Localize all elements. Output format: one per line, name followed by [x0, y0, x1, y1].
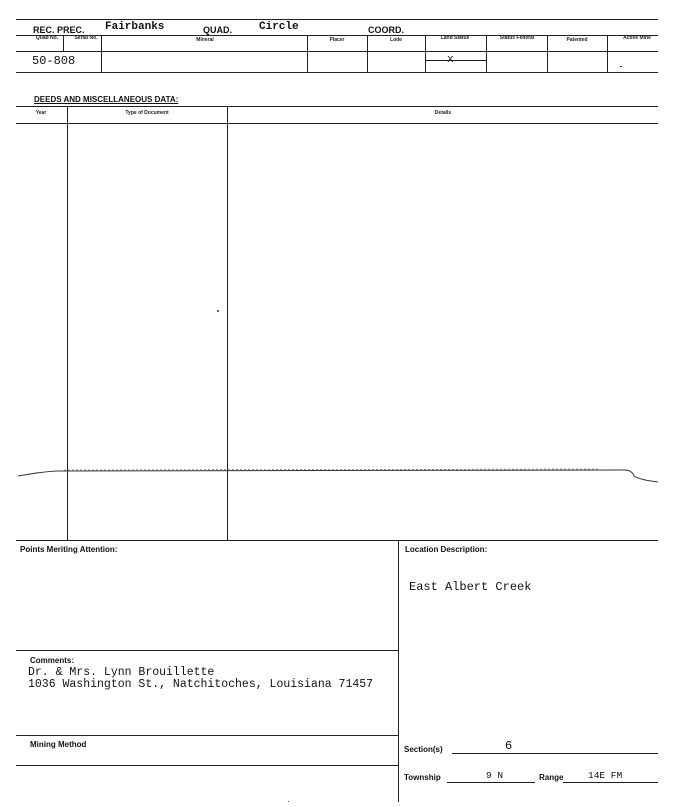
col-status-federal: Status Federal	[499, 35, 535, 41]
range-underline	[563, 782, 658, 783]
col-type-of-document: Type of Document	[125, 110, 169, 116]
sections-underline	[452, 753, 658, 754]
col-quad-no: Quad No.	[35, 35, 59, 41]
township-label: Township	[404, 773, 441, 782]
divider-5	[425, 35, 426, 72]
sections-label: Section(s)	[404, 745, 443, 754]
row-rule-short	[426, 60, 486, 61]
divider-3	[307, 35, 308, 72]
header-rule	[16, 35, 658, 36]
column-header-rule	[16, 51, 658, 52]
township-value: 9 N	[486, 770, 504, 781]
col-land-status: Land Status	[440, 35, 470, 41]
location-description-label: Location Description:	[405, 545, 488, 554]
land-status-mark: x	[447, 54, 454, 66]
location-description-value: East Albert Creek	[409, 580, 532, 594]
rec-prec-value: Fairbanks	[105, 21, 165, 33]
col-patented: Patented	[566, 37, 588, 43]
bottom-top-rule	[16, 540, 658, 541]
range-label: Range	[539, 773, 564, 782]
col-year: Year	[35, 110, 47, 116]
col-lode: Lode	[390, 37, 402, 43]
col-placer: Placer	[329, 37, 345, 43]
active-mine-dot	[620, 66, 622, 67]
row-bottom-rule	[16, 72, 658, 73]
divider-1	[63, 35, 64, 52]
mining-method-label: Mining Method	[30, 740, 87, 749]
bottom-speck	[288, 801, 289, 802]
col-serial-no: Serial No.	[74, 35, 98, 41]
quad-no-value: 50-808	[32, 54, 76, 68]
divider-6	[486, 35, 487, 72]
mining-top-rule	[16, 735, 398, 736]
deeds-title: DEEDS AND MISCELLANEOUS DATA:	[34, 95, 179, 104]
col-active-mine: Active Mine	[623, 35, 651, 41]
range-value: 14E FM	[588, 770, 623, 781]
divider-8	[607, 35, 608, 72]
comments-line-2: 1036 Washington St., Natchitoches, Louisiana 71457	[28, 678, 374, 691]
mining-bottom-rule	[16, 765, 398, 766]
deeds-top-rule	[16, 106, 658, 107]
coord-label: COORD.	[368, 25, 404, 35]
points-meriting-attention-label: Points Meriting Attention:	[20, 545, 118, 554]
comments-line-1: Dr. & Mrs. Lynn Brouillette	[28, 666, 215, 679]
speck	[217, 310, 219, 312]
col-mineral: Mineral	[196, 37, 214, 43]
col-details: Details	[434, 110, 452, 116]
divider-7	[547, 35, 548, 72]
township-underline	[447, 782, 535, 783]
bottom-divider	[398, 540, 399, 802]
quad-label: QUAD.	[203, 25, 232, 35]
rec-prec-label: REC. PREC.	[33, 25, 85, 35]
divider-4	[367, 35, 368, 72]
comments-top-rule	[16, 650, 398, 651]
quad-value: Circle	[259, 21, 299, 33]
divider-2	[101, 35, 102, 72]
header-top-rule	[16, 19, 658, 20]
splice-line	[10, 462, 670, 490]
deeds-header-rule	[16, 123, 658, 124]
comments-label: Comments:	[30, 656, 75, 665]
sections-value: 6	[505, 739, 513, 753]
